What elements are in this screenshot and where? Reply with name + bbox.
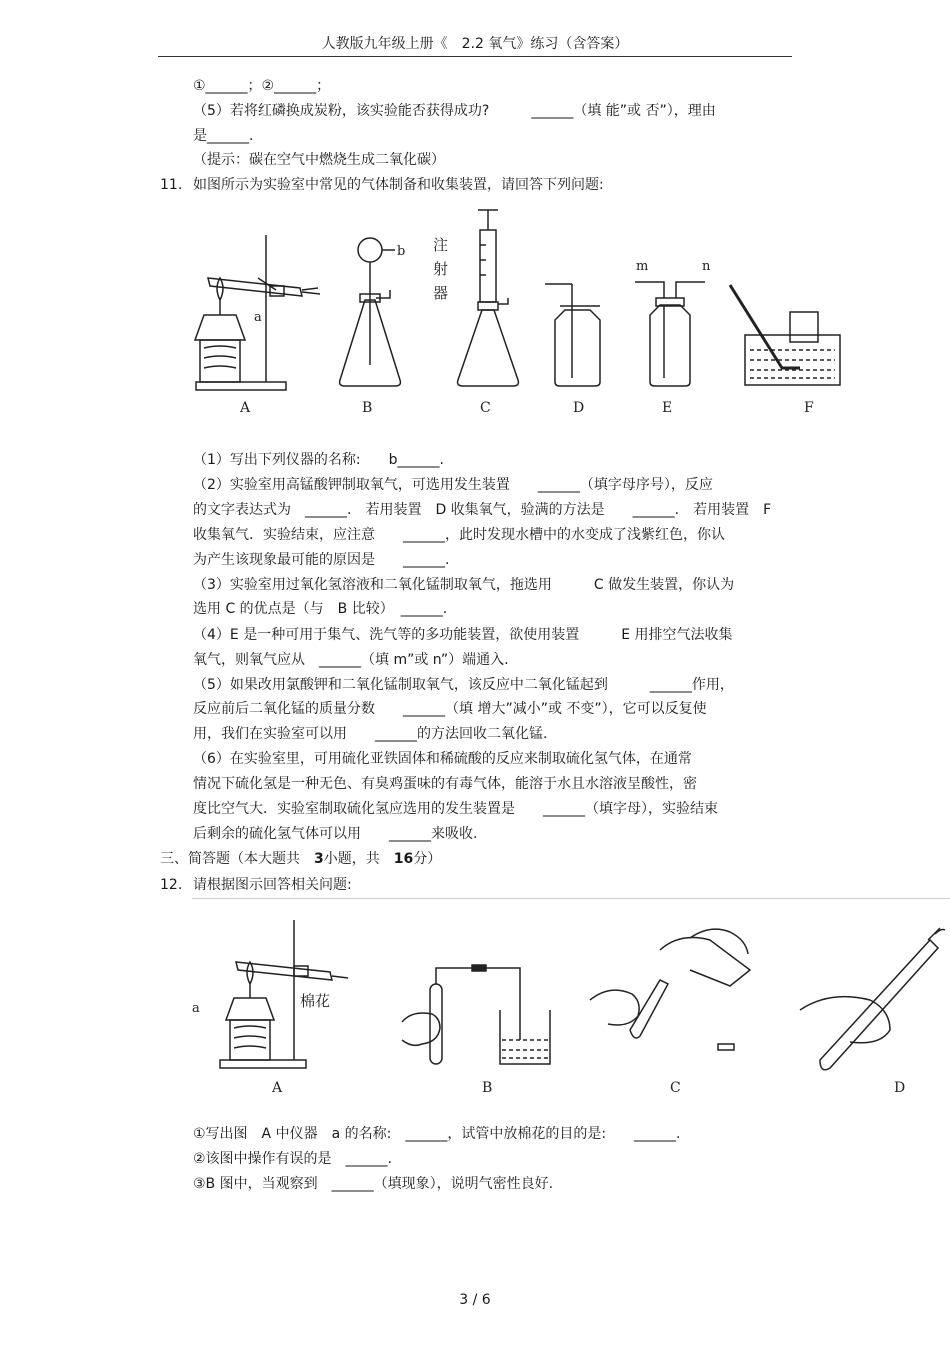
q11-line-9: 氧气，则氧气应从 ______（填 m”或 n”）端通入. (193, 652, 509, 668)
stopper-c (718, 1044, 734, 1050)
q11-line-2: （2）实验室用高锰酸钾制取氧气，可选用发生装置 ______（填字母序号），反应 (193, 477, 713, 493)
label-a-mark: a (254, 310, 262, 325)
syringe-barrel (480, 230, 496, 302)
test-tube-12 (236, 962, 332, 980)
label-a-mark-12: a (192, 1001, 200, 1016)
q12-line-1: ①写出图 A 中仪器 a 的名称: ______，试管中放棉花的目的是: ______. (193, 1126, 681, 1142)
page-header: 人教版九年级上册《 2.2 氧气》练习（含答案） (158, 34, 792, 57)
q10-part5: （5）若将红磷换成炭粉，该实验能否获得成功? ______（填 能”或 否”），理由 (193, 103, 716, 119)
tube-n (676, 282, 705, 298)
hand-d (800, 997, 890, 1043)
fig11-label-a: A (240, 400, 251, 416)
q11-line-11: 反应前后二氧化锰的质量分数 ______（填 增大”减小”或 不变”），它可以反复使 (193, 701, 707, 717)
q10-hint: （提示：碳在空气中燃烧生成二氧化碳） (193, 152, 445, 168)
q11-line-12: 用，我们在实验室可以用 ______的方法回收二氧化锰. (193, 726, 548, 742)
hand-c-bottom (590, 990, 639, 1025)
q10-blank-line: ①______；②______； (193, 78, 331, 94)
label-b-mark: b (397, 244, 406, 259)
q11-line-10: （5）如果改用氯酸钾和二氧化锰制取氧气，该反应中二氧化锰起到 ______作用， (193, 677, 734, 693)
q11-line-1: （1）写出下列仪器的名称: b______. (193, 452, 444, 468)
q11-line-3: 的文字表达式为 ______. 若用装置 D 收集氧气，验满的方法是 ______. 若用装置 F (193, 502, 772, 518)
beaker-b (500, 1010, 550, 1064)
q11-line-8: （4）E 是一种可用于集气、洗气等的多功能装置，欲使用装置 E 用排空气法收集 (193, 627, 733, 643)
fig12-label-a: A (272, 1080, 283, 1096)
reagent-bottle-c (660, 938, 750, 986)
label-m-mark: m (636, 259, 649, 274)
q11-line-6: （3）实验室用过氧化氢溶液和二氧化锰制取氧气，拖选用 C 做发生装置，你认为 (193, 577, 735, 593)
q12-operations-figure (190, 910, 945, 1100)
alcohol-lamp (195, 315, 245, 340)
q11-apparatus-figure (190, 200, 850, 425)
q12-stem: 请根据图示回答相关问题: (193, 877, 352, 893)
multi-purpose-bottle-e (650, 305, 690, 386)
dropper-d (928, 928, 945, 940)
q11-line-15: 度比空气大．实验室制取硫化氢应选用的发生装置是 ______（填字母），实验结束 (193, 801, 718, 817)
cotton-label: 棉花 (300, 992, 331, 1010)
q12-separator (192, 898, 950, 899)
q11-number: 11. (160, 177, 183, 193)
gas-jar-d (555, 310, 600, 386)
hand-c-top (690, 929, 748, 954)
q12-line-3: ③B 图中，当观察到 ______（填现象），说明气密性良好. (193, 1176, 554, 1192)
iron-stand-base (196, 382, 286, 390)
q10-part5-reason: 是______. (193, 128, 254, 144)
alcohol-lamp-12 (226, 998, 274, 1020)
funnel-bulb (358, 238, 382, 262)
q11-line-13: （6）在实验室里，可用硫化亚铁固体和稀硫酸的反应来制取硫化氢气体，在通常 (193, 751, 692, 767)
syringe-char-2: 射 (433, 260, 449, 278)
fig11-label-e: E (662, 400, 673, 416)
syringe-char-3: 器 (433, 284, 449, 302)
delivery-tube-b (436, 968, 520, 1040)
fig12-label-b: B (482, 1080, 493, 1096)
q11-line-5: 为产生该现象最可能的原因是 ______. (193, 552, 450, 568)
fig11-label-b: B (362, 400, 373, 416)
page-number: 3 / 6 (459, 1292, 491, 1308)
conical-flask-c (458, 310, 519, 386)
fig11-label-f: F (804, 400, 814, 416)
iron-stand-base-12 (220, 1060, 306, 1068)
q11-line-4: 收集氧气．实验结束，应注意 ______，此时发现水槽中的水变成了浅紫红色，你认 (193, 527, 725, 543)
hand-b (402, 1013, 440, 1045)
collection-jar-f (790, 312, 818, 342)
q11-stem: 如图所示为实验室中常见的气体制备和收集装置，请回答下列问题: (193, 177, 604, 193)
label-n-mark: n (702, 259, 711, 274)
fig12-label-d: D (894, 1080, 906, 1096)
tube-m (635, 282, 664, 298)
fig11-label-c: C (480, 400, 491, 416)
q11-line-16: 后剩余的硫化氢气体可以用 ______来吸收. (193, 826, 478, 842)
q12-line-2: ②该图中操作有误的是 ______. (193, 1151, 393, 1167)
fig12-label-c: C (670, 1080, 681, 1096)
section-3-heading: 三、简答题（本大题共 3小题，共 16分） (160, 851, 442, 867)
q11-line-7: 选用 C 的优点是（与 B 比较） ______. (193, 601, 448, 617)
test-tube-c (630, 980, 668, 1038)
fig11-label-d: D (573, 400, 585, 416)
syringe-char-1: 注 (433, 236, 449, 254)
q12-number: 12. (160, 877, 183, 893)
q11-line-14: 情况下硫化氢是一种无色、有臭鸡蛋味的有毒气体，能溶于水且水溶液呈酸性，密 (193, 776, 697, 792)
